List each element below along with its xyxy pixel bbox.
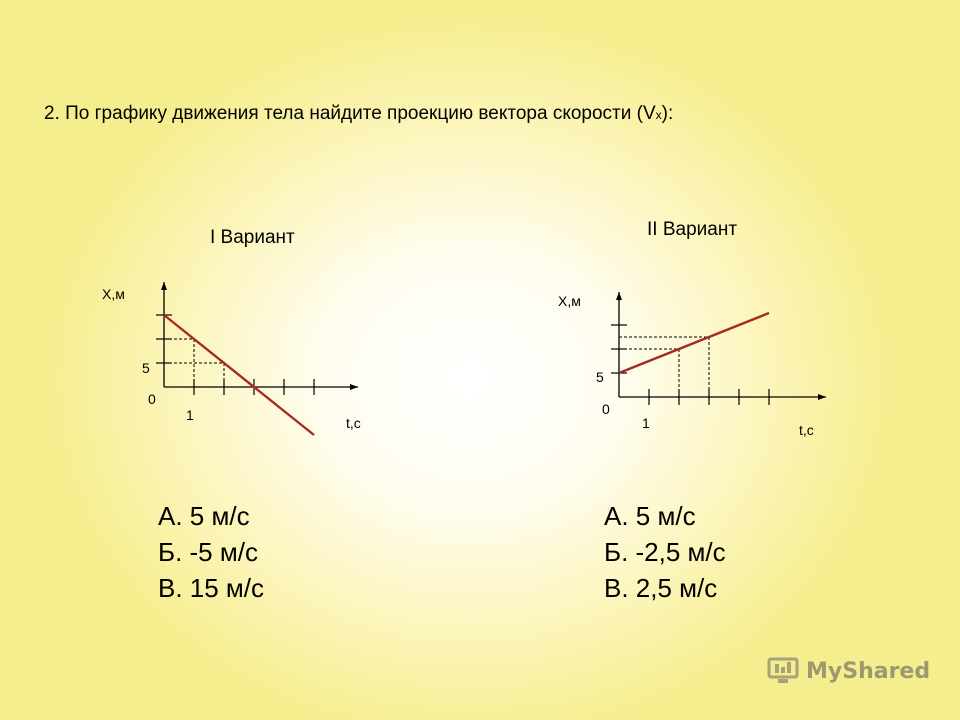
answer-a: А. 5 м/с <box>158 501 250 531</box>
answer-c: В. 2,5 м/с <box>604 573 718 603</box>
variant2-title: II Вариант <box>647 219 738 240</box>
x-axis-label: t,c <box>799 422 814 438</box>
watermark <box>766 656 930 686</box>
question-text: 2. По графику движения тела найдите проекцию вектора скорости (Vx): <box>44 103 674 124</box>
x-tick-label: 1 <box>186 407 194 423</box>
answers-variant2 <box>604 498 726 606</box>
y-tick-label: 5 <box>596 369 604 385</box>
origin-label: 0 <box>602 401 610 417</box>
watermark-text: MyShared <box>806 658 931 684</box>
variant1-title: I Вариант <box>210 227 295 248</box>
y-axis-label: X,м <box>558 293 581 309</box>
y-axis-label: X,м <box>102 286 125 302</box>
y-tick-label: 5 <box>142 360 150 376</box>
origin-label: 0 <box>148 391 156 407</box>
x-tick-label: 1 <box>642 415 650 431</box>
y-axis-arrow <box>616 292 622 300</box>
answers-variant1 <box>158 498 264 606</box>
x-axis-label: t,c <box>346 415 361 431</box>
monitor-icon <box>766 656 800 686</box>
answer-c: В. 15 м/с <box>158 573 265 603</box>
answer-a: А. 5 м/с <box>604 501 696 531</box>
answer-b: Б. -5 м/с <box>158 537 258 567</box>
series-line <box>619 313 769 373</box>
x-axis-arrow <box>818 394 826 400</box>
answer-b: Б. -2,5 м/с <box>604 537 726 567</box>
